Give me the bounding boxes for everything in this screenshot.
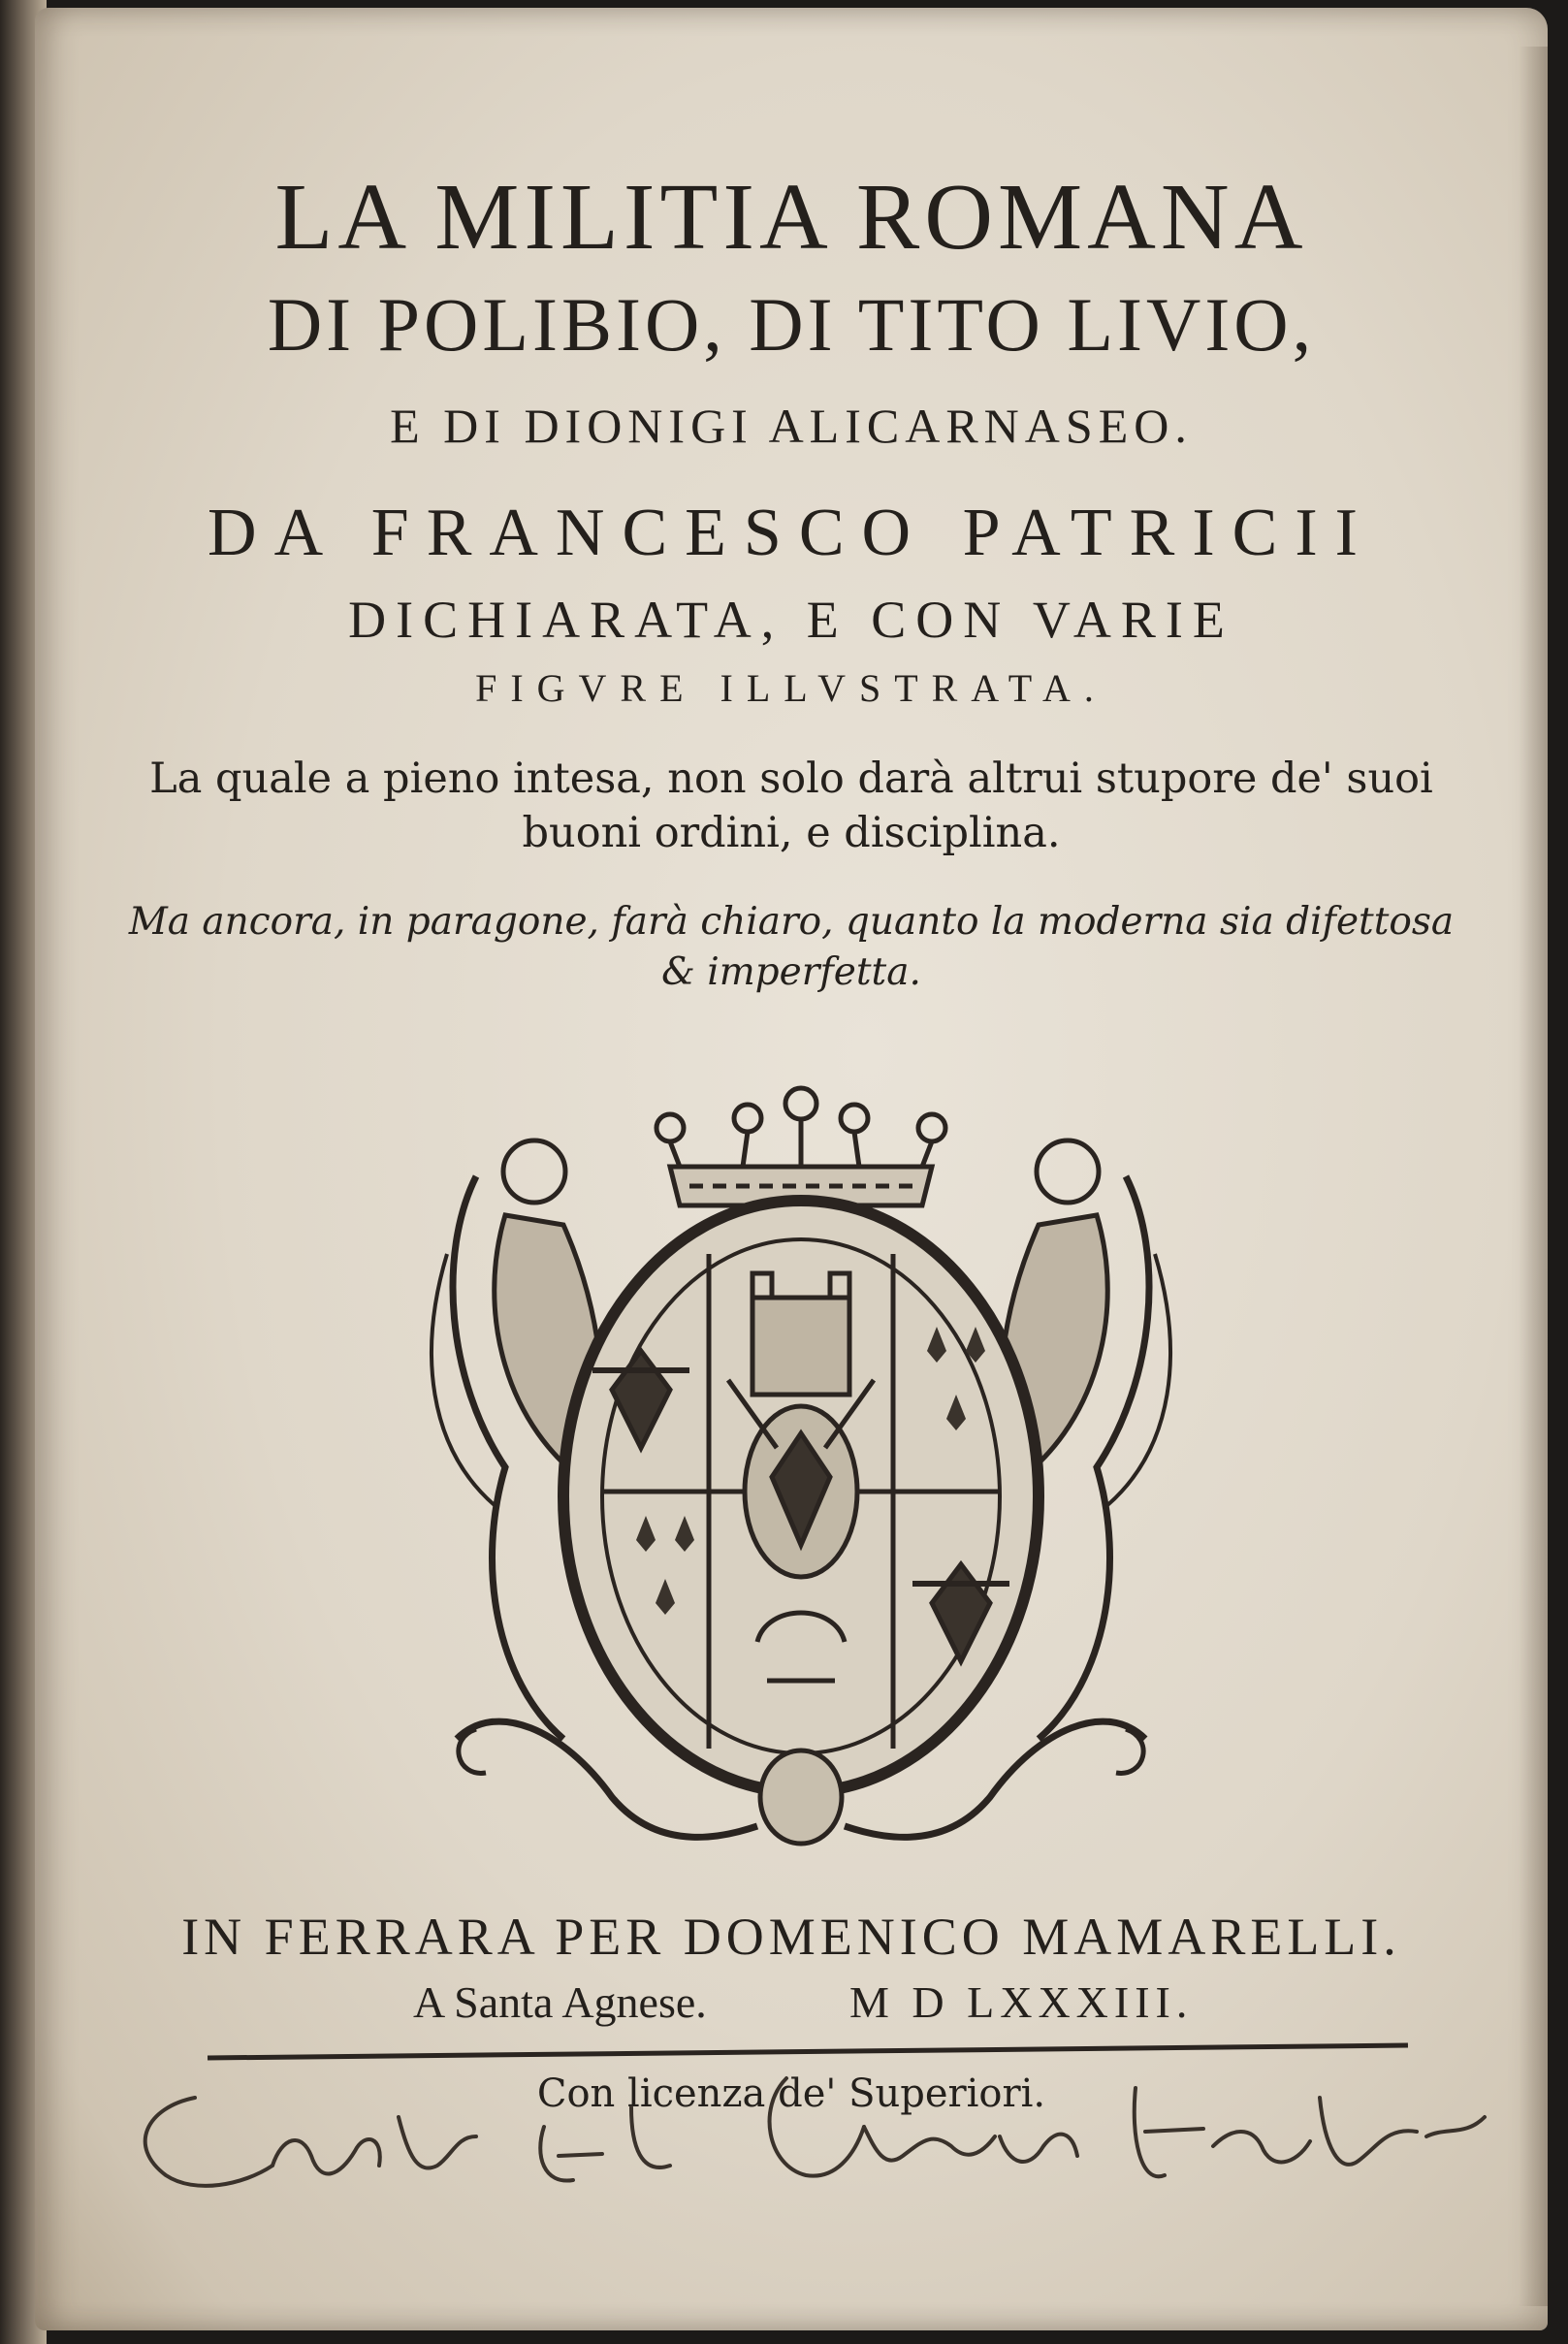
- handwritten-signature: [88, 2039, 1543, 2233]
- title-page: [35, 8, 1548, 2330]
- coat-of-arms-icon: [418, 1060, 1184, 1870]
- italic-line-1: Ma ancora, in paragone, farà chiaro, quanto la moderna sia difettosa: [128, 900, 1455, 944]
- title-line-6: FIGVRE ILLVSTRATA.: [475, 666, 1107, 710]
- imprint-year: M D LXXXIII.: [849, 1977, 1194, 2027]
- title-line-2: DI POLIBIO, DI TITO LIVIO,: [267, 282, 1316, 367]
- page-edge: [1519, 47, 1548, 2306]
- license-line: Con licenza de' Superiori.: [536, 2071, 1046, 2116]
- italic-line-2: & imperfetta.: [661, 950, 921, 994]
- imprint-place: A Santa Agnese.: [413, 1977, 707, 2027]
- imprint-line: IN FERRARA PER DOMENICO MAMARELLI.: [181, 1908, 1401, 1966]
- description-line-1: La quale a pieno intesa, non solo darà altrui stupore de' suoi: [149, 755, 1433, 803]
- title-line-3: E DI DIONIGI ALICARNASEO.: [390, 399, 1193, 453]
- author-line: DA FRANCESCO PATRICII: [208, 496, 1375, 570]
- description-line-2: buoni ordini, e disciplina.: [522, 809, 1061, 857]
- title-line-5: DICHIARATA, E CON VARIE: [348, 591, 1234, 649]
- title-line-1: LA MILITIA ROMANA: [274, 165, 1308, 270]
